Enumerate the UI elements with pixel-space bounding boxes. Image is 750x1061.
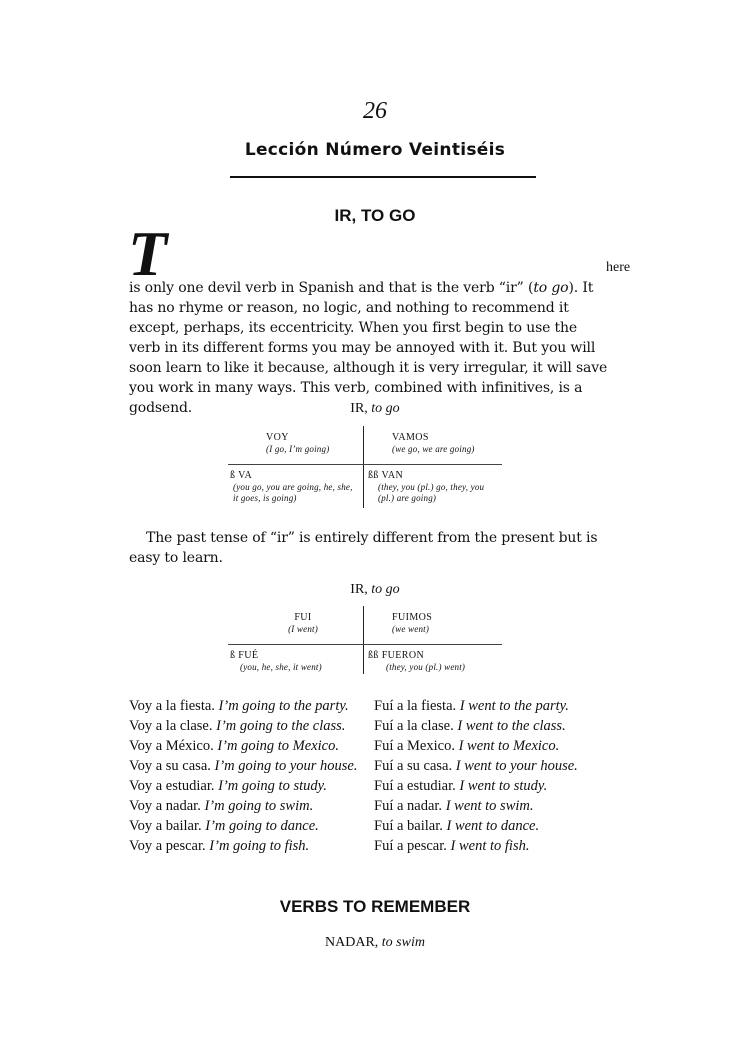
past-table-caption [0, 582, 750, 598]
example-past [374, 816, 619, 836]
example-present [129, 836, 374, 856]
present-table-caption [0, 401, 750, 417]
intro-text-1: is only one devil verb in Spanish and that is the verb “ir” ( [129, 280, 534, 296]
intro-paragraph [129, 278, 609, 418]
example-english: I went to swim. [445, 798, 534, 814]
present-conjugation-table [228, 426, 502, 508]
example-row [129, 736, 619, 756]
conj-cell [268, 612, 338, 635]
example-english: I’m going to swim. [204, 798, 314, 814]
example-past [374, 716, 619, 736]
example-row [129, 796, 619, 816]
example-present [129, 696, 374, 716]
title-rule [230, 176, 536, 178]
drop-cap: T [128, 218, 168, 289]
example-row [129, 836, 619, 856]
example-spanish: Fuí a bailar. [374, 818, 447, 834]
conj-form: FUIMOS [392, 612, 433, 623]
nadar-caption [0, 935, 750, 951]
table-vertical-rule [363, 606, 364, 674]
conj-cell [368, 650, 502, 673]
conj-gloss: (I went) [288, 624, 318, 634]
section-heading-verbs: VERBS TO REMEMBER [279, 897, 471, 916]
example-past [374, 696, 619, 716]
example-spanish: Voy a nadar. [129, 798, 205, 814]
example-present [129, 776, 374, 796]
example-spanish: Voy a estudiar. [129, 778, 219, 794]
example-row [129, 716, 619, 736]
conj-form: ß VA [230, 470, 253, 481]
conj-cell [266, 432, 356, 455]
caption-italic: to swim [381, 935, 425, 950]
caption-plain: IR, [350, 401, 372, 416]
example-spanish: Fuí a su casa. [374, 758, 456, 774]
conj-cell [368, 470, 502, 504]
example-spanish: Voy a pescar. [129, 838, 210, 854]
conj-gloss: (you, he, she, it went) [240, 662, 322, 672]
conj-form: ßß VAN [368, 470, 404, 481]
caption-italic: to go [371, 582, 400, 597]
example-spanish: Fuí a estudiar. [374, 778, 460, 794]
example-english: I’m going to study. [218, 778, 327, 794]
example-english: I’m going to your house. [214, 758, 358, 774]
example-english: I’m going to fish. [209, 838, 310, 854]
table-horizontal-rule [228, 644, 502, 645]
example-english: I went to fish. [450, 838, 530, 854]
example-present [129, 816, 374, 836]
example-past [374, 836, 619, 856]
example-english: I’m going to Mexico. [217, 738, 339, 754]
conj-form: ßß FUERON [368, 650, 425, 661]
conj-form: VOY [266, 432, 289, 443]
example-row [129, 756, 619, 776]
example-spanish: Voy a México. [129, 738, 218, 754]
conj-form: ß FUÉ [230, 650, 259, 661]
example-spanish: Fuí a la clase. [374, 718, 458, 734]
example-english: I went to study. [459, 778, 548, 794]
conj-gloss: (I go, I’m going) [266, 444, 330, 454]
example-english: I went to your house. [455, 758, 578, 774]
chapter-number: 26 [363, 98, 387, 124]
example-present [129, 716, 374, 736]
example-past [374, 736, 619, 756]
conj-cell [230, 470, 356, 504]
intro-text-2: ). It has no rhyme or reason, no logic, and nothing to recommend it except, perhaps, its eccentricity. When you first begin to use the verb in its different forms you may be annoyed with it. But you will soon learn to like it because, although it is very irregular, it will save you work in many ways. This verb, combined with infinitives, is a godsend. [129, 280, 608, 416]
example-spanish: Fuí a la fiesta. [374, 698, 460, 714]
conj-gloss: (we went) [392, 624, 430, 634]
examples-table [129, 696, 619, 856]
example-spanish: Voy a la clase. [129, 718, 217, 734]
example-english: I went to the class. [457, 718, 566, 734]
conj-gloss: (you go, you are going, he, she, it goes, is going) [233, 482, 353, 503]
conj-form: VAMOS [392, 432, 429, 443]
intro-text-italic: to go [533, 280, 569, 296]
example-past [374, 796, 619, 816]
example-spanish: Voy a su casa. [129, 758, 215, 774]
caption-plain: NADAR, [325, 935, 382, 950]
table-horizontal-rule [228, 464, 502, 465]
conj-gloss: (we go, we are going) [392, 444, 475, 454]
example-english: I’m going to dance. [205, 818, 319, 834]
example-spanish: Voy a bailar. [129, 818, 206, 834]
example-row [129, 696, 619, 716]
example-english: I’m going to the class. [216, 718, 346, 734]
example-spanish: Fuí a nadar. [374, 798, 446, 814]
example-english: I went to Mexico. [458, 738, 560, 754]
table-vertical-rule [363, 426, 364, 508]
caption-plain: IR, [350, 582, 372, 597]
example-row [129, 776, 619, 796]
conj-gloss: (they, you (pl.) went) [386, 662, 466, 672]
caption-italic: to go [371, 401, 400, 416]
lesson-title: Lección Número Veintiséis [244, 140, 506, 160]
example-spanish: Fuí a pescar. [374, 838, 451, 854]
conj-cell [392, 432, 502, 455]
example-row [129, 816, 619, 836]
example-present [129, 796, 374, 816]
example-past [374, 756, 619, 776]
example-spanish: Fuí a Mexico. [374, 738, 459, 754]
section-heading-ir: IR, TO GO [334, 206, 416, 225]
example-spanish: Voy a la fiesta. [129, 698, 219, 714]
conj-cell [230, 650, 356, 673]
past-conjugation-table [228, 606, 502, 674]
example-english: I went to dance. [446, 818, 540, 834]
past-paragraph: The past tense of “ir” is entirely different from the present but is easy to learn. [129, 530, 598, 566]
conj-cell [392, 612, 492, 635]
conj-gloss: (they, you (pl.) go, they, you (pl.) are going) [378, 482, 485, 503]
example-present [129, 756, 374, 776]
conj-form: FUI [294, 612, 312, 623]
drop-cap-tail: here [606, 260, 631, 275]
example-english: I went to the party. [459, 698, 569, 714]
example-english: I’m going to the party. [218, 698, 349, 714]
example-present [129, 736, 374, 756]
example-past [374, 776, 619, 796]
